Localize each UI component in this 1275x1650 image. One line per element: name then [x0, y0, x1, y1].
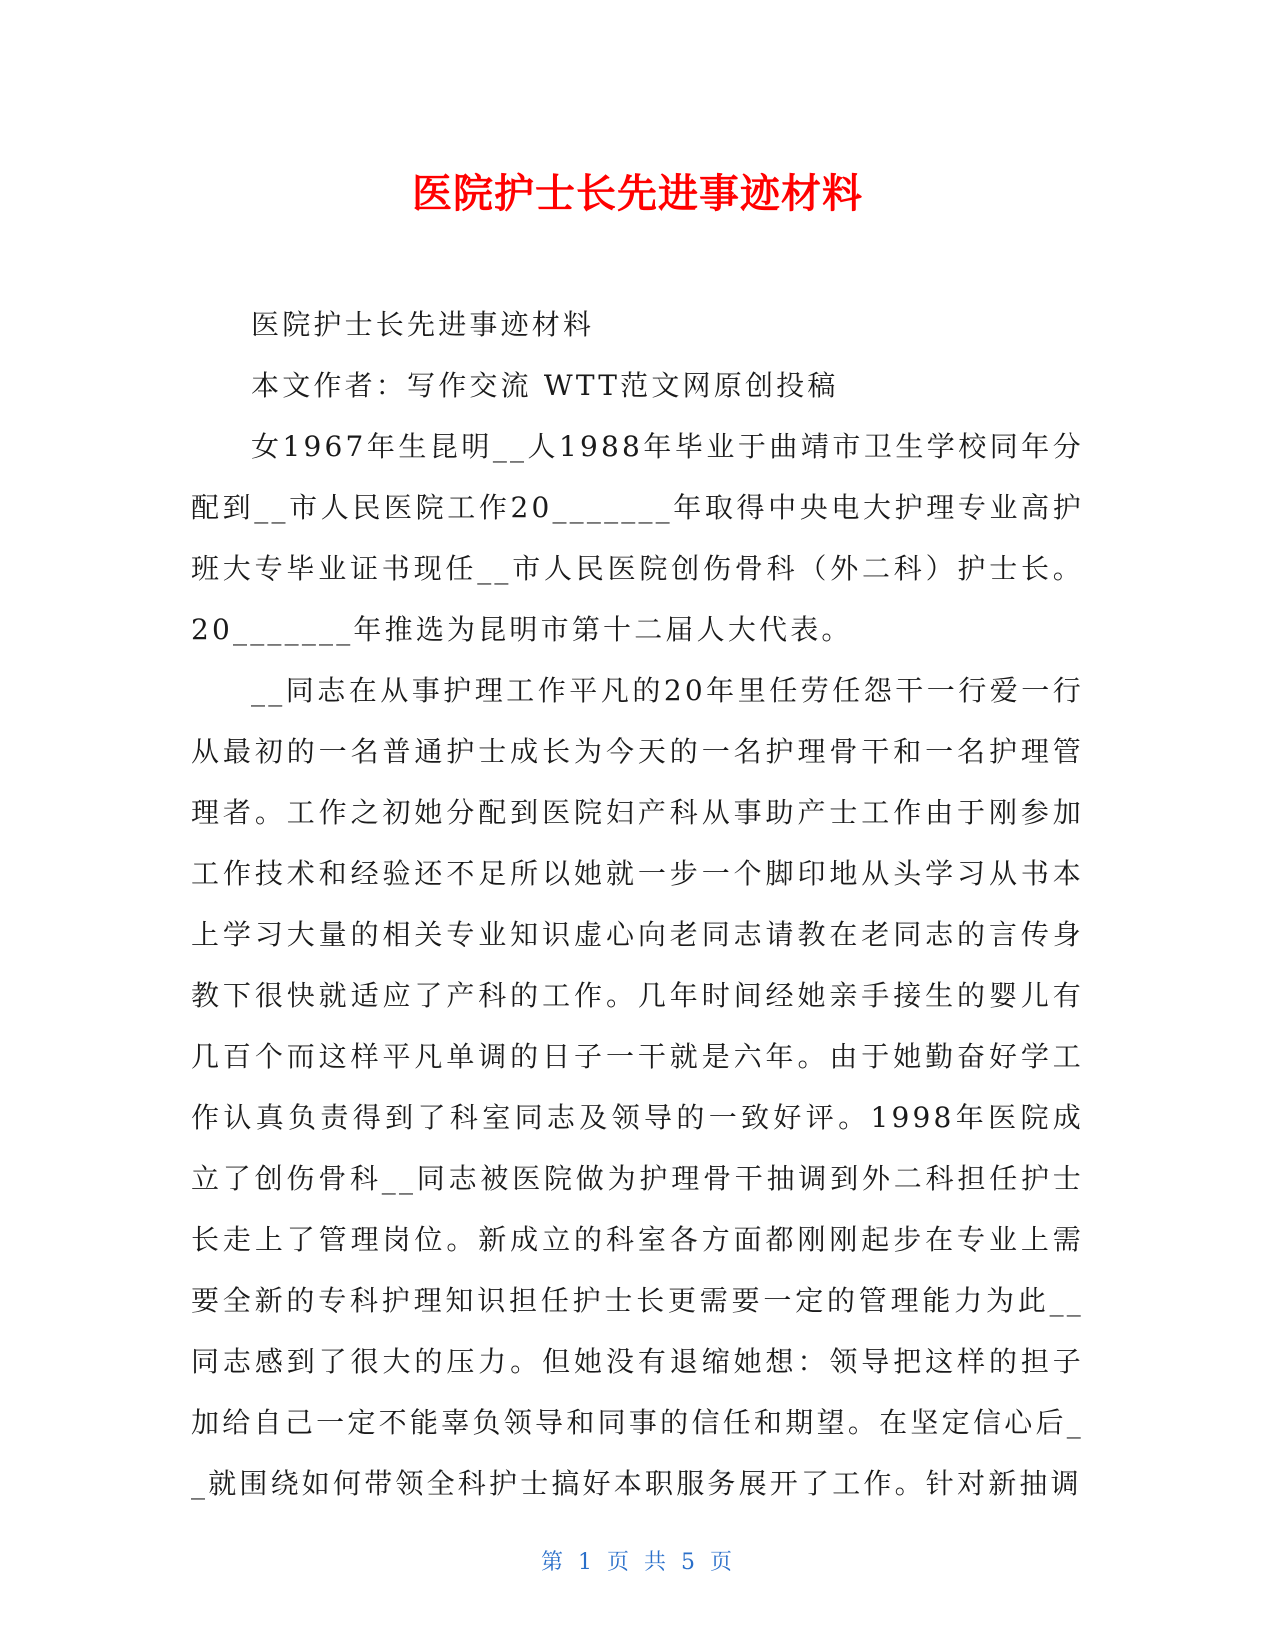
paragraph-biography: 女1967年生昆明__人1988年毕业于曲靖市卫生学校同年分配到__市人民医院工作20_______年取得中央电大护理专业高护班大专毕业证书现任__市人民医院创伤骨科（外二科）护士长。20_______年推选为昆明市第十二届人大代表。	[191, 430, 1084, 646]
paragraph-heading: 医院护士长先进事迹材料	[251, 308, 595, 341]
paragraph-author: 本文作者：写作交流 WTT范文网原创投稿	[251, 369, 839, 402]
page-number-footer: 第 1 页 共 5 页	[541, 1550, 734, 1575]
document-body	[191, 294, 1084, 1514]
paragraph-career: __同志在从事护理工作平凡的20年里任劳任怨干一行爱一行从最初的一名普通护士成长为今天的一名护理骨干和一名护理管理者。工作之初她分配到医院妇产科从事助产士工作由于刚参加工作技术和经验还不足所以她就一步一个脚印地从头学习从书本上学习大量的相关专业知识虚心向老同志请教在老同志的言传身教下很快就适应了产科的工作。几年时间经她亲手接生的婴儿有几百个而这样平凡单调的日子一干就是六年。由于她勤奋好学工作认真负责得到了科室同志及领导的一致好评。1998年医院成立了创伤骨科__同志被医院做为护理骨干抽调到外二科担任护士长走上了管理岗位。新成立的科室各方面都刚刚起步在专业上需要全新的专科护理知识担任护士长更需要一定的管理能力为此__同志感到了很大的压力。但她没有退缩她想：领导把这样的担子加给自己一定不能辜负领导和同事的信任和期望。在坚定信心后__就围绕如何带领全科护士搞好本职服务展开了工作。针对新抽调	[191, 674, 1084, 1500]
document-title: 医院护士长先进事迹材料	[412, 171, 863, 217]
